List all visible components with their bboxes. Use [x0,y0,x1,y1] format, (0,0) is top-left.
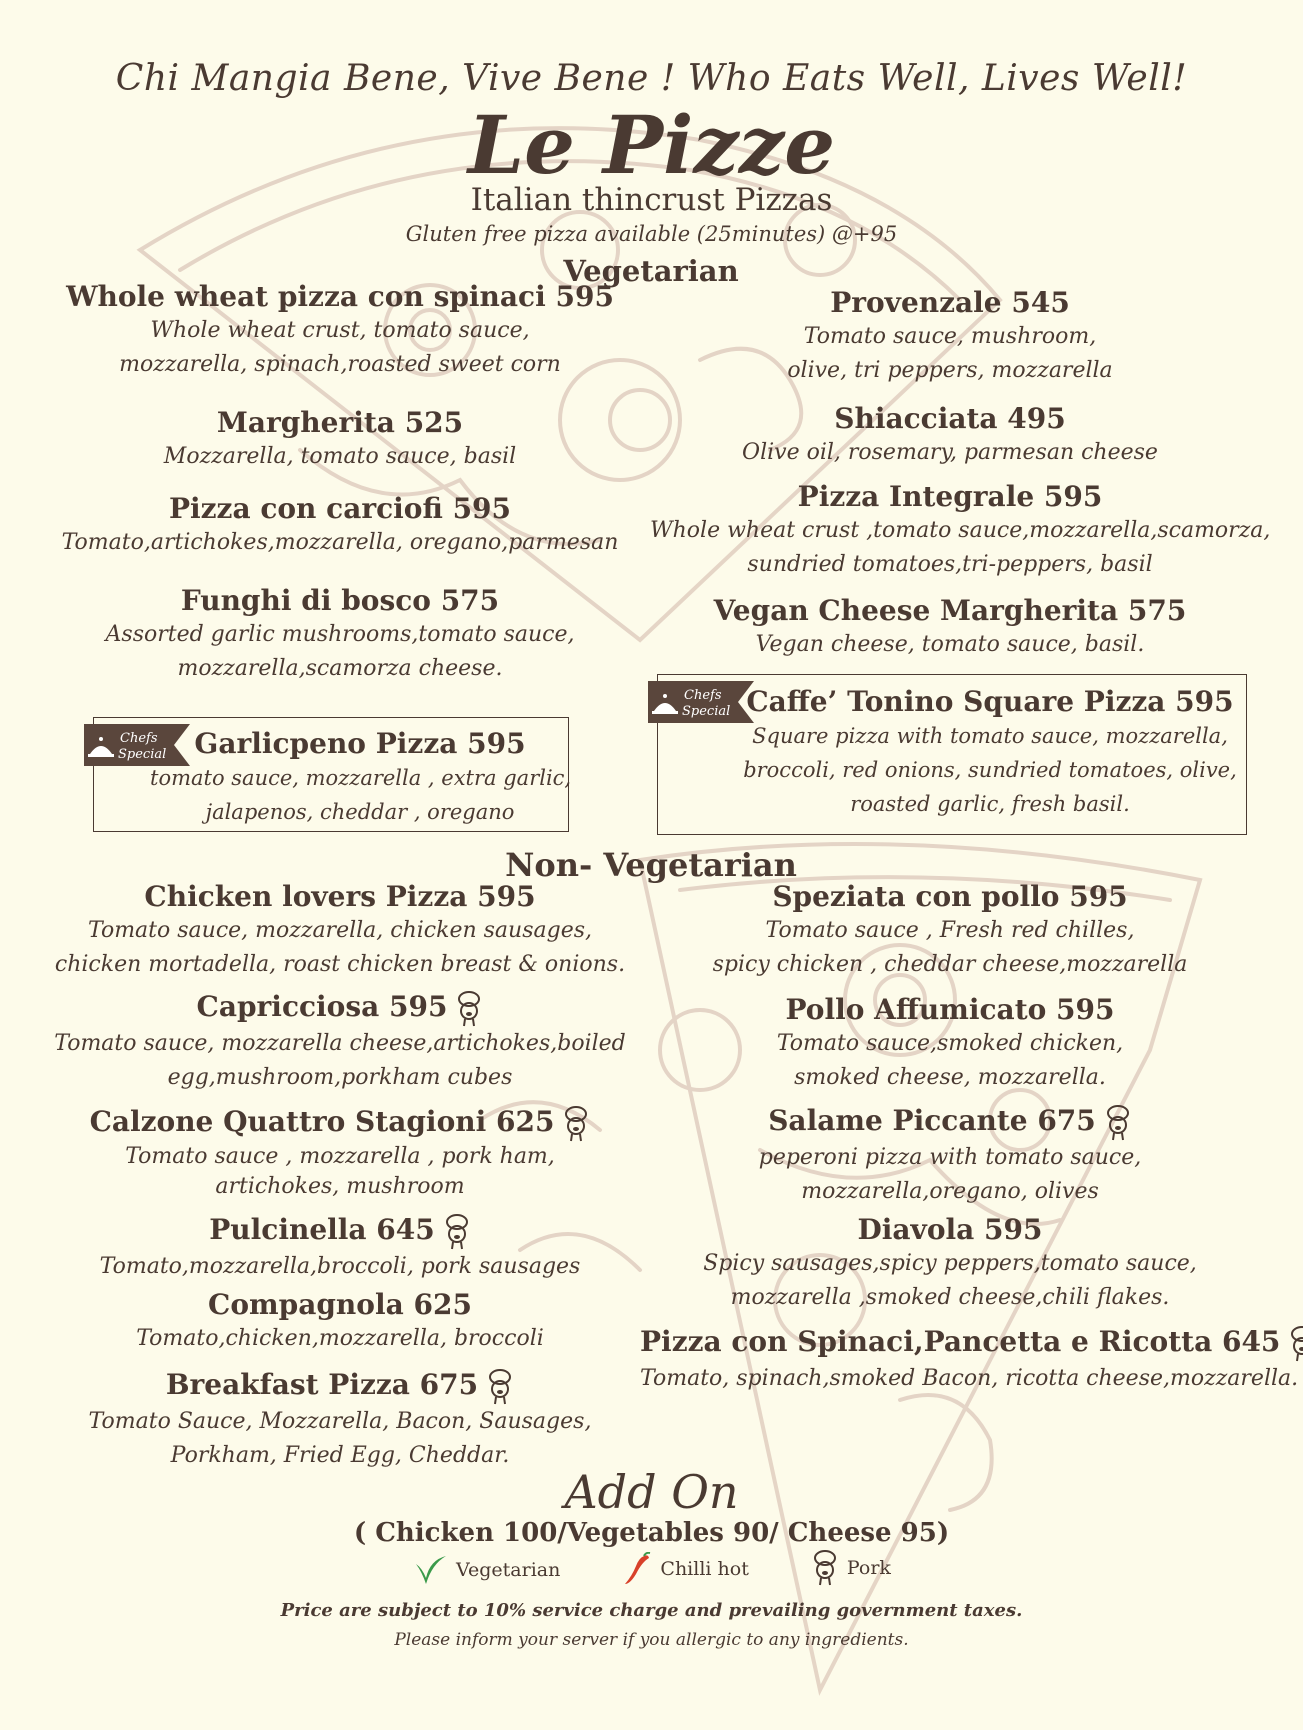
item-name: Chicken lovers Pizza 595 [144,880,536,913]
item-desc: Spicy sausages,spicy peppers,tomato sauce, [703,1251,1197,1276]
item-desc: olive, tri peppers, mozzarella [787,358,1113,383]
item-name: Pizza con Spinaci,Pancetta e Ricotta 645 [640,1325,1270,1362]
pig-chef-icon [811,1550,839,1586]
item-desc: Tomato sauce, mozzarella, chicken sausages, [87,918,592,943]
legend-chilli [622,1552,748,1586]
item-name: Provenzale 545 [830,286,1070,319]
menu-item [150,727,570,829]
badge-text: Chefs [120,731,158,746]
pig-chef-icon [486,1369,514,1405]
item-name: Pulcinella 645 [40,1213,640,1250]
item-name: Funghi di bosco 575 [180,584,500,617]
pig-chef-icon [1104,1105,1132,1141]
item-desc: mozzarella ,smoked cheese,chili flakes. [730,1285,1170,1310]
item-desc: Tomato,mozzarella,broccoli, pork sausages [99,1253,581,1279]
item-desc: artichokes, mushroom [215,1173,465,1199]
item-desc: Vegan cheese, tomato sauce, basil. [755,632,1145,657]
menu-item [40,990,640,1095]
menu-item [40,492,640,560]
item-name: Vegan Cheese Margherita 575 [713,594,1187,627]
item-desc: Whole wheat crust, tomato sauce, [150,318,530,343]
item-desc: Tomato,artichokes,mozzarella, oregano,parmesan [61,530,619,555]
item-desc: Porkham, Fried Egg, Cheddar. [170,1442,510,1468]
page-subtitle: Italian thincrust Pizzas [470,182,833,218]
item-desc: Square pizza with tomato sauce, mozzarella, [752,724,1228,748]
item-desc: jalapenos, cheddar , oregano [205,800,515,824]
addon-title: Add On [564,1465,739,1519]
item-desc: Tomato, spinach,smoked Bacon, ricotta cheese,mozzarella. [640,1365,1299,1391]
badge-text: Special [682,704,731,719]
item-name: Breakfast Pizza 675 [40,1368,640,1405]
menu-item [650,880,1250,982]
tagline: Chi Mangia Bene, Vive Bene ! Who Eats Well, Lives Well! [115,58,1188,99]
item-name: Compagnola 625 [208,1288,472,1321]
legend-label: Chilli hot [660,1558,749,1580]
item-desc: Mozzarella, tomato sauce, basil [163,444,517,469]
legend-veg [412,1554,560,1586]
gluten-free-note: Gluten free pizza available (25minutes) @+95 [405,222,898,246]
item-name: Pizza con carciofi 595 [168,492,512,525]
item-name: Shiacciata 495 [834,402,1066,435]
menu-item [650,1104,1250,1209]
item-name: Capricciosa 595 [40,990,640,1027]
item-desc: Whole wheat crust ,tomato sauce,mozzarella,scamorza, [650,518,1271,543]
menu-item [40,406,640,474]
menu-item [40,1288,640,1356]
chefs-special-badge [84,724,190,770]
chilli-icon [622,1552,652,1586]
item-name: Pizza Integrale 595 [797,480,1103,513]
item-name: Margherita 525 [216,406,464,439]
item-desc: Tomato sauce , Fresh red chilles, [765,918,1135,943]
item-desc: tomato sauce, mozzarella , extra garlic, [150,766,572,790]
badge-text: Special [118,747,167,762]
item-desc: mozzarella, spinach,roasted sweet corn [119,352,561,377]
item-desc: smoked cheese, mozzarella. [794,1065,1106,1090]
item-desc: mozzarella,scamorza cheese. [177,656,503,681]
legend-pork [811,1550,891,1586]
item-desc: mozzarella,oregano, olives [801,1178,1099,1204]
item-name: Calzone Quattro Stagioni 625 [40,1105,640,1142]
item-name: Whole wheat pizza con spinaci 595 [66,280,614,313]
addon-prices: ( Chicken 100/Vegetables 90/ Cheese 95) [353,1518,950,1548]
item-desc: Tomato sauce , mozzarella , pork ham, [125,1143,555,1169]
menu-item [40,1368,640,1473]
menu-item [40,880,640,982]
service-charge-note: Price are subject to 10% service charge and prevailing government taxes. [280,1600,1023,1621]
item-desc: Olive oil, rosemary, parmesan cheese [742,440,1158,465]
menu-item [650,594,1250,662]
item-name: Salame Piccante 675 [650,1104,1250,1141]
menu-item [650,286,1250,388]
menu-item [40,280,640,382]
legend-label: Pork [846,1557,891,1579]
pig-chef-icon [562,1106,590,1142]
menu-item [650,1213,1250,1315]
menu-item [640,1325,1299,1396]
menu-item [40,1105,640,1202]
menu-item [40,1213,640,1284]
legend [0,1550,1303,1591]
item-desc: Tomato,chicken,mozzarella, broccoli [136,1326,544,1351]
item-name: Diavola 595 [857,1213,1043,1246]
menu-item [650,480,1271,582]
page-title: Le Pizze [467,98,836,192]
pig-chef-icon [455,991,483,1027]
item-desc: Tomato sauce, mushroom, [803,324,1097,349]
menu-item [650,402,1250,470]
allergy-note: Please inform your server if you allergic to any ingredients. [394,1630,909,1650]
chefs-special-badge [648,681,754,727]
leaf-icon [412,1554,448,1586]
menu-item [740,685,1240,821]
item-desc: egg,mushroom,porkham cubes [167,1064,513,1090]
item-desc: Tomato Sauce, Mozzarella, Bacon, Sausages, [88,1408,592,1434]
item-desc: peperoni pizza with tomato sauce, [758,1144,1142,1170]
legend-label: Vegetarian [456,1559,561,1581]
section-heading-non-vegetarian: Non- Vegetarian [505,846,797,884]
section-heading-vegetarian: Vegetarian [563,254,739,288]
item-desc: Tomato sauce, mozzarella cheese,artichokes,boiled [54,1030,626,1056]
menu-item [40,584,640,686]
item-name: Speziata con pollo 595 [772,880,1128,913]
item-desc: sundried tomatoes,tri-peppers, basil [747,552,1153,577]
item-desc: broccoli, red onions, sundried tomatoes, olive, [743,758,1237,782]
pig-chef-icon [1288,1326,1303,1362]
pig-chef-icon [443,1214,471,1250]
item-desc: Assorted garlic mushrooms,tomato sauce, [105,622,575,647]
item-desc: roasted garlic, fresh basil. [850,792,1130,816]
item-desc: chicken mortadella, roast chicken breast & onions. [54,952,626,977]
item-desc: Tomato sauce,smoked chicken, [776,1031,1124,1056]
menu-item [650,993,1250,1095]
item-desc: spicy chicken , cheddar cheese,mozzarella [712,952,1188,977]
item-name: Pollo Affumicato 595 [785,993,1115,1026]
item-name: Caffe’ Tonino Square Pizza 595 [746,685,1234,718]
badge-text: Chefs [684,688,722,703]
item-name: Garlicpeno Pizza 595 [194,727,526,760]
